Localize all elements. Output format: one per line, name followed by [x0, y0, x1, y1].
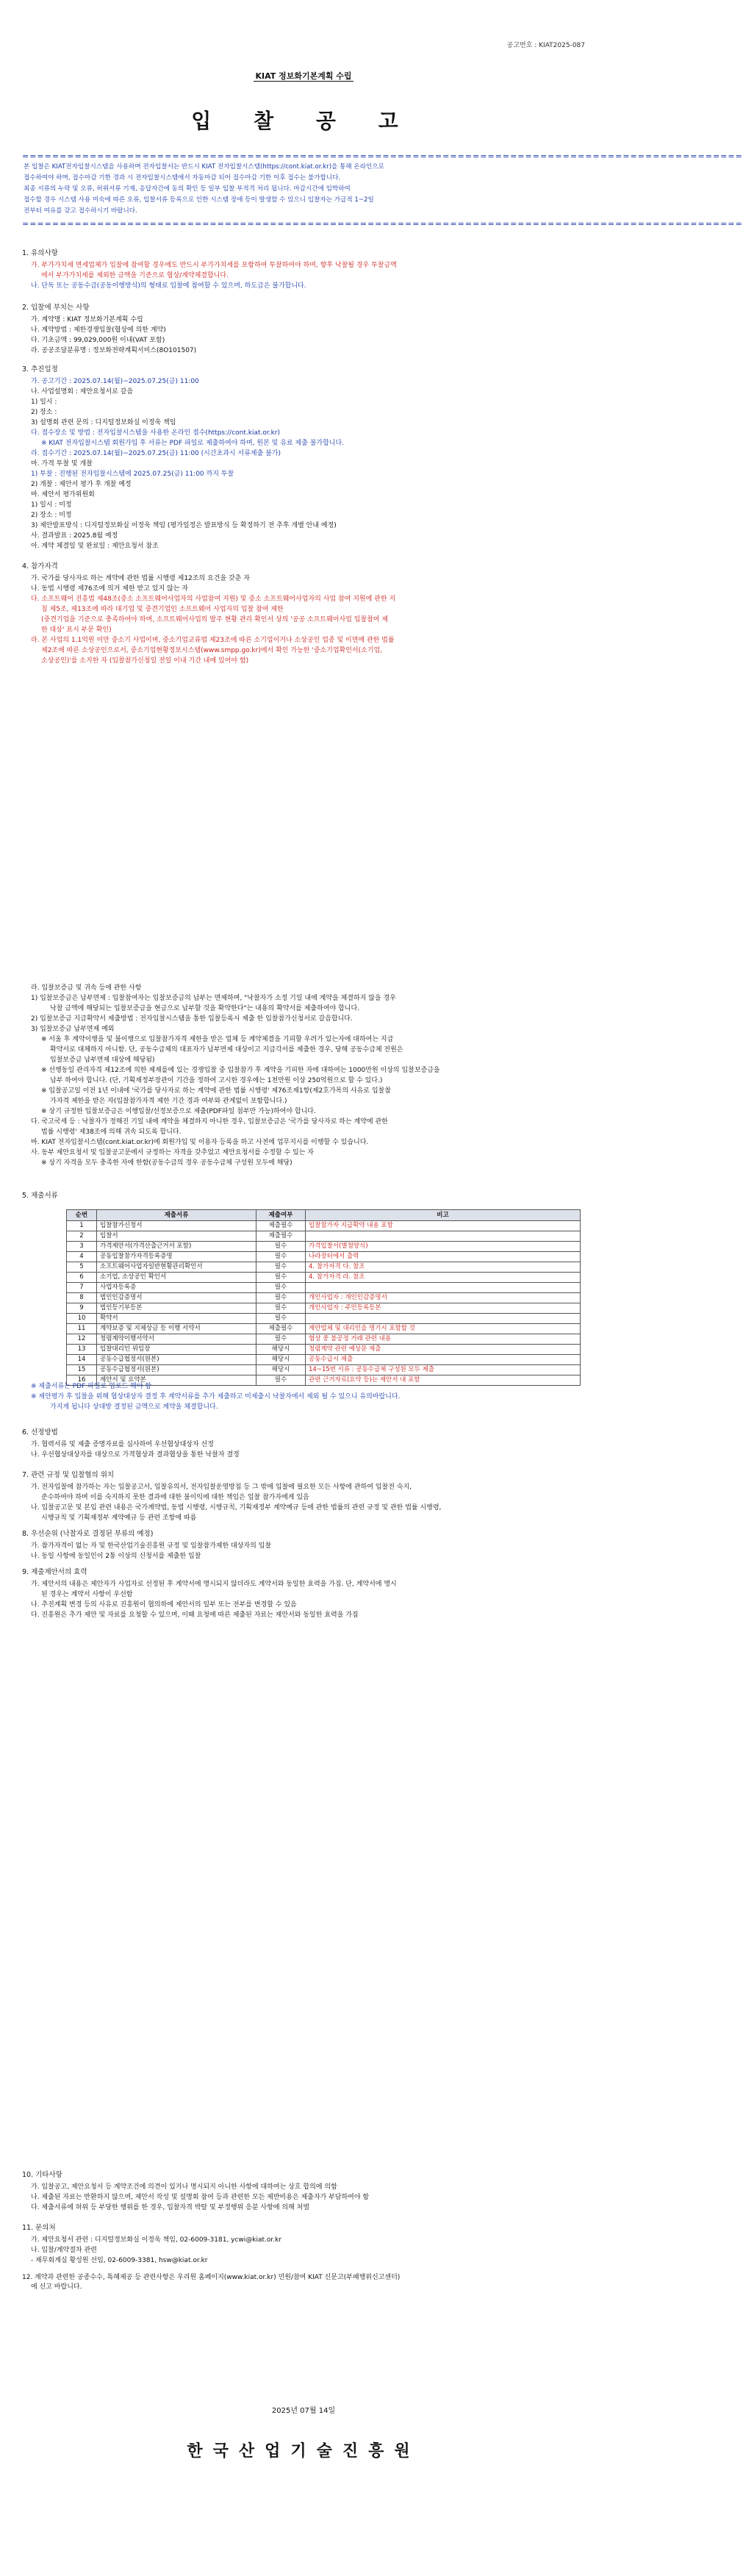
list-item: ※ 선행동일 관리자격 제12조에 의한 제재를에 있는 경쟁입찰 중 입찰참가 후 계약을 기피한 자에 대하여는 1000만원 이상의 입찰보증금을: [41, 1067, 440, 1074]
list-item: ※ 입찰공고일 이전 1년 이내에 '국가를 당사자로 하는 계약에 관한 법률 시행령' 제76조제1항(제2호가목의 사유로 입찰참: [41, 1087, 391, 1095]
list-item: 법률 시행령' 제38조에 의해 귀속 되도록 합니다.: [41, 1128, 182, 1136]
remark: [306, 1314, 581, 1324]
submit-status: 필수: [256, 1252, 306, 1262]
list-item: 확약서로 대체하지 아니함. 단, 공동수급체의 대표자가 납부면제 대상이고 지급각서를 제출한 경우, 당해 공동수급체 전원은: [50, 1046, 403, 1053]
row-number: 16: [67, 1375, 97, 1386]
submit-status: 해당시: [256, 1345, 306, 1355]
document-name: 입찰참가신청서: [97, 1221, 256, 1231]
list-item: 가. 부가가치세 면세업체가 입찰에 참여할 경우에도 반드시 부가가치세를 포함하여 투찰하여야 하며, 향후 낙찰될 경우 투찰금액: [31, 262, 397, 269]
table-row: [67, 1303, 581, 1314]
submit-status: 필수: [256, 1334, 306, 1345]
section-schedule: [22, 365, 536, 552]
section-heading: 4. 참가자격: [22, 562, 58, 570]
row-number: 3: [67, 1242, 97, 1252]
list-item: 라. 본 사업의 1.1억원 미만 중소기 사업이며, 중소기업교류법 제23조에 따른 소기업이거나 소상공인 업종 및 이면에 관한 법률: [31, 637, 395, 644]
divider-bottom: ================================================================================================: [22, 219, 743, 229]
list-item: 한 대상' 표시 부문 확인): [41, 626, 112, 634]
remark: 가격입찰서(별첨양식): [306, 1242, 581, 1252]
note-line: ※ 제안평가 후 입찰을 위해 협상대상자 결정 후 계약서류를 추가 제출하고 미제출시 낙찰자에서 제외 될 수 있으니 유의바랍니다.: [31, 1393, 401, 1400]
list-item: 사. 동부 제안요청서 및 입찰공고문에서 규정하는 자격을 갖추었고 제안요청서를 수정할 수 있는 자: [31, 1149, 314, 1156]
list-item: 다. 기초금액 : 99,029,000원 이내(VAT 포함): [31, 337, 165, 344]
document-name: 소기업, 소상공인 확인서: [97, 1273, 256, 1283]
table-row: [67, 1242, 581, 1252]
table-row: [67, 1355, 581, 1365]
submit-status: 필수: [256, 1303, 306, 1314]
col-header: 비고: [306, 1210, 581, 1221]
section-heading: 2. 입찰에 부치는 사항: [22, 304, 90, 312]
list-item: 시행규칙 및 기획재정부 계약예규 등 관련 조항에 따름: [41, 1514, 197, 1522]
section-proposal-validity: [22, 1567, 536, 1621]
row-number: 6: [67, 1273, 97, 1283]
section-priority: [22, 1529, 536, 1562]
list-item: 다. 진흥원은 추가 제안 및 자료를 요청할 수 있으며, 이때 요청에 따른 제출된 자료는 제안서와 동일한 효력을 가짐: [31, 1611, 359, 1619]
note-line: ※ 제출서류는 PDF 파일로 업로드 해야 함: [31, 1383, 151, 1390]
list-item: 다. 제출서류에 허위 등 부당한 행위를 한 경우, 입찰자격 박탈 및 부정행위 응분 사항에 의해 처벌: [31, 2204, 310, 2211]
col-header: 순번: [67, 1210, 97, 1221]
section-contact: [22, 2223, 536, 2266]
list-item: 나. 동법 시행령 제76조에 의거 제한 받고 있지 않는 자: [31, 585, 188, 593]
submit-status: 제출필수: [256, 1324, 306, 1334]
intro-line: 전부터 여유를 갖고 접수하시기 바랍니다.: [24, 207, 137, 215]
document-name: 가격제안서(가격산출근거서 포함): [97, 1242, 256, 1252]
intro-notice: [24, 162, 582, 217]
list-item: 나. 우선협상대상자를 대상으로 가격협상과 결과협상을 통한 낙찰자 결정: [31, 1451, 240, 1459]
list-item: 나. 계약방법 : 제한경쟁입찰(협상에 의한 계약): [31, 326, 166, 334]
list-item: 2) 개찰 : 제안서 평가 후 개찰 예정: [31, 481, 132, 488]
remark: 제안업체 및 대리인을 명기시 포함할 것: [306, 1324, 581, 1334]
section-eligibility: [22, 562, 536, 667]
document-name: 제안서 및 요약본: [97, 1375, 256, 1386]
list-item: 가. 제안요청서 관련 : 디지털정보화실 이정욱 책임, 02-6009-3181, ycwi@kiat.or.kr: [31, 2236, 282, 2244]
list-item: 다. 국고국세 등 : 낙찰자가 정해진 기일 내에 계약을 체결하지 아니한 경우, 입찰보증금은 '국가를 당사자로 하는 계약에 관한: [31, 1118, 388, 1126]
list-item: 1) 입찰보증금은 납부면제 : 입찰참여자는 입찰보증금의 납부는 면제하며, "낙찰자가 소정 기일 내에 계약을 체결하지 않을 경우: [31, 995, 396, 1002]
section-heading: 10. 기타사항: [22, 2171, 62, 2179]
list-item: 나. 동일 사항에 동일인이 2통 이상의 신청서를 제출한 입찰: [31, 1553, 201, 1560]
list-item: 라. 공공조달분류명 : 정보화전략계획서비스(8O101507): [31, 347, 197, 354]
row-number: 11: [67, 1324, 97, 1334]
list-item: 1) 일시 :: [31, 398, 57, 406]
intro-line: 접수할 경우 시스템 사용 미숙에 따른 오류, 입찰서류 등록으로 인한 시스템 장애 등이 발생할 수 있으니 입찰자는 가급적 1~2일: [24, 196, 374, 204]
section-heading: 1. 유의사항: [22, 249, 58, 257]
list-item: 준수하여야 하며 이를 숙지하지 못한 결과에 대한 불이익에 대한 책임은 입찰 참가자에게 있음: [41, 1494, 309, 1501]
intro-line: 본 입찰은 KIAT전자입찰시스템을 사용하며 전자입찰서는 반드시 KIAT 전자입찰시스템(https://cont.kiat.or.kr)을 통해 온라인으로: [24, 163, 384, 171]
document-name: 입찰서: [97, 1231, 256, 1242]
list-item: 납부 하여야 합니다. (단, 기획재정부장관이 기간을 정하여 고시한 경우에는 1천만원 이상 250억원으로 할 수 있다.): [50, 1077, 383, 1084]
list-item: 1) 투찰 : 진행된 전자입찰시스템에 2025.07.25(금) 11:00 까지 투찰: [31, 471, 234, 478]
remark: 개인사업자 : 주민등록등본: [306, 1303, 581, 1314]
list-item: 3) 설명회 관련 문의 : 디지털정보화실 이정욱 책임: [31, 419, 176, 426]
list-item: 라. 입찰보증금 및 귀속 등에 관한 사항: [31, 984, 142, 992]
table-row: [67, 1252, 581, 1262]
col-header: 제출서류: [97, 1210, 256, 1221]
list-item: - 재무회계실 황성원 선임, 02-6009-3381, hsw@kiat.or.kr: [31, 2257, 208, 2264]
row-number: 7: [67, 1283, 97, 1293]
table-row: [67, 1345, 581, 1355]
list-item: 12. 계약과 관련한 공종수수, 특혜제공 등 관련사항은 우리원 홈페이지(www.kiat.or.kr) 민원/참여 KIAT 신문고(부패행위신고센터): [22, 2274, 401, 2281]
list-item: 나. 추진계획 변경 등의 사유로 진흥원이 협의하에 제안서의 일부 또는 전부를 변경할 수 있음: [31, 1601, 297, 1609]
list-item: 3) 입찰보증금 납부면제 예외: [31, 1026, 115, 1033]
list-item: 제2조에 따른 소상공인으로서, 중소기업현황정보시스템(www.smpp.go.kr)에서 확인 가능한 '중소기업확인서(소기업,: [41, 647, 383, 654]
row-number: 9: [67, 1303, 97, 1314]
row-number: 5: [67, 1262, 97, 1273]
list-item: 가. 협력서류 및 제출 증명자료를 심사하여 우선협상대상자 선정: [31, 1441, 214, 1448]
remark: 관련 근거자료(요약 등)는 제안서 내 포함: [306, 1375, 581, 1386]
list-item: 2) 입찰보증금 지급확약서 제출방법 : 전자입찰시스템을 통한 입찰등록시 제출 한 입찰참가신청서로 갈음합니다.: [31, 1015, 353, 1023]
section-documents: [22, 1191, 536, 1203]
list-item: 가자격 제한을 받은 자(입찰참가자격 제한 기간 경과 여부와 관계없이 포함합니다.): [50, 1098, 287, 1105]
project-subtitle-text: KIAT 정보화기본계획 수립: [255, 71, 352, 81]
list-item: 가. 전자입찰에 참가하는 자는 입찰공고서, 입찰유의서, 전자입찰운영방침 등 그 밖에 입찰에 필요한 모든 사항에 관하여 입찰전 숙지,: [31, 1484, 412, 1491]
remark: 입찰참가자 지급확약 내용 포함: [306, 1221, 581, 1231]
list-item: 1) 일시 : 미정: [31, 501, 72, 509]
row-number: 1: [67, 1221, 97, 1231]
submit-status: 필수: [256, 1314, 306, 1324]
note-line: 가지게 됩니다 상대방 결정된 금액으로 계약을 체결합니다.: [50, 1403, 218, 1411]
list-item: 2) 장소 :: [31, 409, 57, 416]
list-item: 바. 제안서 평가위원회: [31, 491, 95, 498]
section-bid-items: [22, 303, 536, 357]
table-row: [67, 1324, 581, 1334]
section-heading: 9. 제출제안서의 효력: [22, 1568, 87, 1576]
remark: 나라장터에서 출력: [306, 1252, 581, 1262]
list-item: 가. 공고기간 : 2025.07.14(월)~2025.07.25(금) 11:00: [31, 378, 199, 385]
table-row: [67, 1334, 581, 1345]
notice-number: 공고번호 : KIAT2025-087: [506, 42, 585, 49]
submit-status: 필수: [256, 1283, 306, 1293]
list-item: ※ 서울 후 계약이행을 및 불이행으로 입찰참가자격 제한을 받은 업체 등 계약체결을 기피할 우려가 있는자에 대하여는 지급: [41, 1036, 394, 1043]
table-header-row: [67, 1210, 581, 1221]
document-name: 법인인감증명서: [97, 1293, 256, 1303]
remark: 4. 참가자격 라. 참조: [306, 1273, 581, 1283]
row-number: 14: [67, 1355, 97, 1365]
remark: [306, 1283, 581, 1293]
list-item: 소상공인)'를 소지한 자 (입찰참가신청일 전일 이내 기간 내에 있어야 함): [41, 657, 249, 665]
list-item: 된 경우는 계약서 사항이 우선함: [41, 1591, 133, 1598]
submit-status: 필수: [256, 1273, 306, 1283]
list-item: 바. KIAT 전자입찰시스템(cont.kiat.or.kr)에 회원가입 및 이용자 등록을 하고 사전에 업무지시를 이행할 수 있습니다.: [31, 1139, 369, 1146]
row-number: 15: [67, 1365, 97, 1375]
list-item: 가. 계약명 : KIAT 정보화기본계획 수립: [31, 316, 143, 323]
row-number: 13: [67, 1345, 97, 1355]
list-item: 마. 가격 투찰 및 개찰: [31, 460, 93, 468]
row-number: 8: [67, 1293, 97, 1303]
submit-status: 필수: [256, 1262, 306, 1273]
remark: 14~15번 서류 : 공동수급체 구성원 모두 제출: [306, 1365, 581, 1375]
remark: 협상 중 불공정 거래 관련 내용: [306, 1334, 581, 1345]
remark: 개인사업자 : 개인인감증명서: [306, 1293, 581, 1303]
list-item: ※ 상기 자격을 모두 충족한 자에 한함(공동수급의 경우 공동수급체 구성원 모두에 해당): [41, 1159, 292, 1167]
list-item: 낙찰 금액에 해당되는 입찰보증금을 현금으로 납부할 것을 확약한다"는 내용의 확약서를 제출하여야 합니다.: [50, 1005, 360, 1012]
documents-notes: [22, 1382, 536, 1413]
submit-status: 필수: [256, 1375, 306, 1386]
section-heading: 3. 추진일정: [22, 365, 58, 373]
document-name: 사업자등록증: [97, 1283, 256, 1293]
section-heading: 8. 우선순위 (낙찰자로 결정된 부류의 예정): [22, 1530, 154, 1538]
col-header: 제출여부: [256, 1210, 306, 1221]
list-item: 아. 계약 체결일 및 완료일 : 제안요청서 참조: [31, 543, 159, 550]
list-item: 가. 제안서의 내용은 제안자가 사업자로 선정된 후 계약서에 명시되지 않더라도 계약서와 동일한 효력을 가짐. 단, 계약서에 명시: [31, 1581, 397, 1588]
list-item: ※ 상기 규정한 입찰보증금은 이행입찰/선정보증으로 제출(PDF파일 첨부만 가능)하여야 합니다.: [41, 1108, 316, 1115]
list-item: 나. 단독 또는 공동수급(공동이행방식)의 형태로 입찰에 참여할 수 있으며, 하도급은 불가합니다.: [31, 282, 306, 290]
document-name: 입찰대리인 위임장: [97, 1345, 256, 1355]
row-number: 10: [67, 1314, 97, 1324]
list-item: 입찰보증금 납부면제 대상에 해당됨): [50, 1056, 155, 1064]
submit-status: 해당시: [256, 1365, 306, 1375]
list-item: 에 신고 바랍니다.: [31, 2283, 82, 2291]
remark: 공동수급시 제출: [306, 1355, 581, 1365]
list-item: 침 제5조, 제13조에 따라 대기업 및 중견기업인 소프트웨어 사업자의 입찰 참여 제한: [41, 606, 284, 613]
documents-table: [66, 1209, 581, 1386]
list-item: (중견기업을 기준으로 충족하여야 하며, 소프트웨어사업의 발주 현황 관리 확인서 상의 '공공 소프트웨어사업 입찰참여 제: [41, 616, 389, 623]
submit-status: 제출필수: [256, 1231, 306, 1242]
submit-status: 필수: [256, 1242, 306, 1252]
table-row: [67, 1273, 581, 1283]
section-heading: 6. 선정방법: [22, 1428, 58, 1437]
list-item: 사. 결과발표 : 2025.8월 예정: [31, 532, 118, 540]
section-heading: 7. 관련 규정 및 입찰협의 위치: [22, 1471, 115, 1479]
list-item: 다. 접수장소 및 방법 : 전자입찰시스템을 사용한 온라인 접수(https://cont.kiat.or.kr): [31, 429, 281, 437]
document-name: 확약서: [97, 1314, 256, 1324]
list-item: 나. 제출된 자료는 반환하지 않으며, 제안서 작성 및 설명회 참여 등과 관련한 모든 제반비용은 제출자가 부담하여야 함: [31, 2194, 370, 2201]
table-row: [67, 1293, 581, 1303]
row-number: 12: [67, 1334, 97, 1345]
document-name: 계약보증 및 지체상금 등 이행 서약서: [97, 1324, 256, 1334]
submit-status: 필수: [256, 1293, 306, 1303]
table-row: [67, 1283, 581, 1293]
table-row: [67, 1221, 581, 1231]
document-name: 청렴계약이행서약서: [97, 1334, 256, 1345]
page-title: 입 찰 공 고: [191, 109, 416, 133]
section-heading: 5. 제출서류: [22, 1192, 58, 1200]
section-bid-bond: [22, 984, 536, 1169]
intro-line: 최종 서류의 누락 및 오류, 허위서류 기재, 응답자간에 동의 확인 등 일부 입찰 부적격 처리 됩니다. 마감시간에 임박하여: [24, 185, 351, 193]
document-name: 공동수급협정서(원본): [97, 1365, 256, 1375]
section-selection: [22, 1428, 536, 1461]
project-subtitle: [22, 71, 585, 81]
intro-line: 접수하여야 하며, 접수마감 기한 경과 시 전자입찰시스템에서 자동마감 되어 접수마감 기한 이후 접수는 불가합니다.: [24, 174, 341, 182]
document-name: 법인등기부등본: [97, 1303, 256, 1314]
section-notes: [22, 248, 536, 292]
documents-table-body: [67, 1221, 581, 1386]
list-item: 2) 장소 : 미정: [31, 512, 72, 519]
list-item: 가. 참가자격이 없는 자 및 한국산업기술진흥원 규정 및 입찰참가제한 대상자의 입찰: [31, 1542, 272, 1550]
remark: 청렴계약 관련 예상문 제출: [306, 1345, 581, 1355]
list-item: 에서 부가가치세를 제외한 금액을 기준으로 협상/계약체결합니다.: [41, 272, 229, 279]
list-item: 다. 소프트웨어 진흥법 제48조(중소 소프트웨어사업자의 사업참여 지원) 및 중소 소프트웨어사업자의 사업 참여 지원에 관한 지: [31, 595, 396, 603]
list-item: 나. 사업설명회 : 제안요청서로 갈음: [31, 388, 134, 396]
table-row: [67, 1314, 581, 1324]
submit-status: 해당시: [256, 1355, 306, 1365]
section-heading: 11. 문의처: [22, 2224, 56, 2232]
remark: [306, 1231, 581, 1242]
document-name: 소프트웨어사업자일반현황관리확인서: [97, 1262, 256, 1273]
divider-top: ================================================================================================: [22, 151, 743, 161]
list-item: 나. 입찰/계약절차 관련: [31, 2247, 97, 2254]
row-number: 4: [67, 1252, 97, 1262]
section-misc: [22, 2170, 536, 2214]
table-row: [67, 1231, 581, 1242]
row-number: 2: [67, 1231, 97, 1242]
organization-name: 한국산업기술진흥원: [187, 2441, 420, 2461]
list-item: 3) 제안발표방식 : 디지털정보화실 이정욱 책임 (평가일정은 발표방식 등 확정하기 전 추후 개별 안내 예정): [31, 522, 337, 529]
table-row: [67, 1262, 581, 1273]
list-item: 가. 입찰공고, 제안요청서 등 계약조건에 의견이 있거나 명시되지 아니한 사항에 대하여는 상호 합의에 의함: [31, 2183, 337, 2191]
list-item: ※ KIAT 전자입찰시스템 회원가입 후 서류는 PDF 파일로 제출하여야 하며, 원본 및 유료 제출 불가합니다.: [41, 440, 345, 447]
section-regulations: [22, 1470, 536, 1524]
list-item: 가. 국가를 당사자로 하는 계약에 관한 법률 시행령 제12조의 요건을 갖춘 자: [31, 575, 250, 582]
table-row: [67, 1365, 581, 1375]
list-item: 라. 접수기간 : 2025.07.14(월)~2025.07.25(금) 11:00 (시간초과시 서류제출 불가): [31, 450, 281, 457]
submit-status: 제출필수: [256, 1221, 306, 1231]
list-item: 나. 입찰공고문 및 본입 관련 내용은 국가계약법, 동법 시행령, 시행규칙, 기획재정부 계약예규 등에 관한 법률의 관련 규정 및 관한 법률 시행령,: [31, 1504, 442, 1511]
notice-date: 2025년 07월 14일: [271, 2407, 336, 2415]
document-name: 공동입찰참가자격등록증명: [97, 1252, 256, 1262]
document-name: 공동수급협정서(원본): [97, 1355, 256, 1365]
section-report: [22, 2273, 536, 2292]
remark: 4. 참가자격 다. 참조: [306, 1262, 581, 1273]
